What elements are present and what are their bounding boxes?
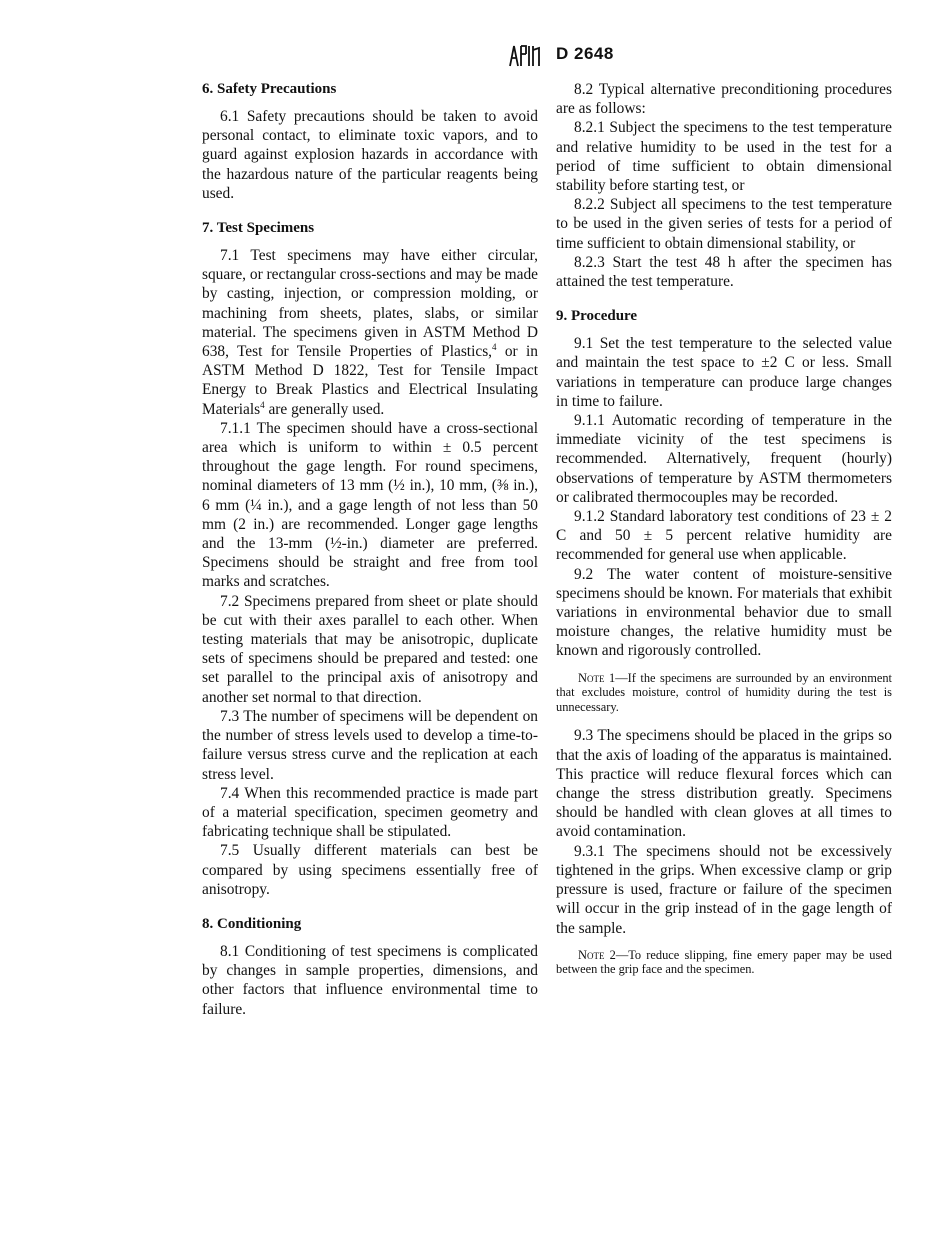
section-heading: 7. Test Specimens — [202, 220, 315, 237]
right-column — [556, 80, 892, 993]
paragraph: 8.2 Typical alternative preconditioning procedures are as follows: — [556, 81, 892, 118]
paragraph: 9.1.2 Standard laboratory test conditions of 23 ± 2 C and 50 ± 5 percent relative humidity are recommended for general use when applicable. — [556, 508, 892, 564]
paragraph — [202, 246, 538, 419]
paragraph: 9.3 The specimens should be placed in the grips so that the axis of loading of the apparatus is maintained. This practice will reduce flexural forces which can change the stress distribution greatly. Specimens should be handled with clean gloves at all times to avoid contamination. — [556, 727, 892, 841]
footnote-ref: 4 — [492, 341, 497, 352]
section-heading: 9. Procedure — [556, 308, 638, 325]
paragraph-text: 7.1 Test specimens may have either circular, square, or rectangular cross-sections and may be made by casting, injection, or compression molding, or machining from sheets, plates, slabs, or similar material. The specimens given in ASTM Method D 638, Test for Tensile Properties of Plastics, — [202, 247, 538, 361]
section-6 — [202, 80, 538, 203]
note-1 — [556, 671, 892, 715]
paragraph: 7.5 Usually different materials can best be compared by using specimens essentially free of anisotropy. — [202, 842, 538, 898]
section-8-continued — [556, 80, 892, 291]
paragraph: 9.2 The water content of moisture-sensitive specimens should be known. For materials that exhibit variations in environmental behavior due to small moisture changes, the relative humidity must be known and rigorously controlled. — [556, 565, 892, 660]
note-text: —If the specimens are surrounded by an environment that excludes moisture, control of humidity during the test is unnecessary. — [556, 670, 892, 714]
paragraph: 9.1 Set the test temperature to the selected value and maintain the test space to ±2 C or less. Small variations in temperature can produce large changes in time to failure. — [556, 335, 892, 410]
paragraph: 7.3 The number of specimens will be dependent on the number of stress levels used to develop a time-to-failure versus stress curve and the replication at each stress level. — [202, 707, 538, 783]
section-heading: 6. Safety Precautions — [202, 81, 337, 97]
paragraph-text: are generally used. — [264, 400, 385, 418]
note-label: Note 1 — [578, 670, 616, 685]
paragraph: 8.2.1 Subject the specimens to the test temperature and relative humidity to be used in the test for a period of time sufficient to obtain dimensional stability before starting test, or — [556, 119, 892, 195]
left-column — [202, 80, 538, 1035]
note-text: —To reduce slipping, fine emery paper may be used between the grip face and the specimen. — [556, 947, 892, 977]
footnote-ref: 4 — [260, 399, 265, 410]
page-header — [0, 38, 950, 74]
paragraph: 7.1.1 The specimen should have a cross-sectional area which is uniform to within ± 0.5 percent throughout the gage length. For round specimens, nominal diameters of 13 mm (½ in.), 10 mm, (⅜ in.), 6 mm (¼ in.), and a gage length of not less than 50 mm (2 in.) are recommended. Longer gage lengths and the 13-mm (½-in.) diameter are preferred. Specimens should be straight and free from tool marks and scratches. — [202, 419, 538, 591]
paragraph: 7.2 Specimens prepared from sheet or plate should be cut with their axes parallel to each other. When testing materials that may be anisotropic, duplicate sets of specimens should be prepared and tested: one set parallel to the principal axis of anisotropy and another set normal to that direction. — [202, 592, 538, 706]
paragraph: 8.1 Conditioning of test specimens is complicated by changes in sample properties, dimensions, and other factors that influence environmental time to failure. — [202, 942, 538, 1018]
note-2 — [556, 948, 892, 977]
section-7 — [202, 219, 538, 899]
document-designation: D 2648 — [556, 44, 614, 63]
section-9 — [556, 307, 892, 977]
paragraph: 9.3.1 The specimens should not be excessively tightened in the grips. When excessive clamp or grip pressure is used, fracture or failure of the specimen will occur in the grip instead of in the gage length of the sample. — [556, 842, 892, 937]
paragraph: 9.1.1 Automatic recording of temperature in the immediate vicinity of the test specimens is recommended. Alternatively, frequent (hourly) observations of temperature by ASTM thermometers or calibrated thermocouples may be recorded. — [556, 412, 892, 506]
astm-logo — [506, 40, 544, 70]
paragraph: 6.1 Safety precautions should be taken to avoid personal contact, to eliminate toxic vapors, and to guard against explosion hazards in accordance with the hazardous nature of the particular reagents being used. — [202, 108, 538, 202]
paragraph-text: or in ASTM Method D 1822, Test for Tensile Impact Energy to Break Plastics and Electrical Insulating Materials — [202, 343, 538, 418]
note-label: Note 2 — [578, 947, 616, 962]
paragraph: 8.2.3 Start the test 48 h after the specimen has attained the test temperature. — [556, 253, 892, 291]
section-heading: 8. Conditioning — [202, 915, 302, 932]
paragraph: 8.2.2 Subject all specimens to the test temperature to be used in the given series of tests for a period of time sufficient to obtain dimensional stability, or — [556, 196, 892, 252]
paragraph: 7.4 When this recommended practice is made part of a material specification, specimen geometry and fabricating technique shall be stipulated. — [202, 784, 538, 841]
section-8 — [202, 915, 538, 1019]
